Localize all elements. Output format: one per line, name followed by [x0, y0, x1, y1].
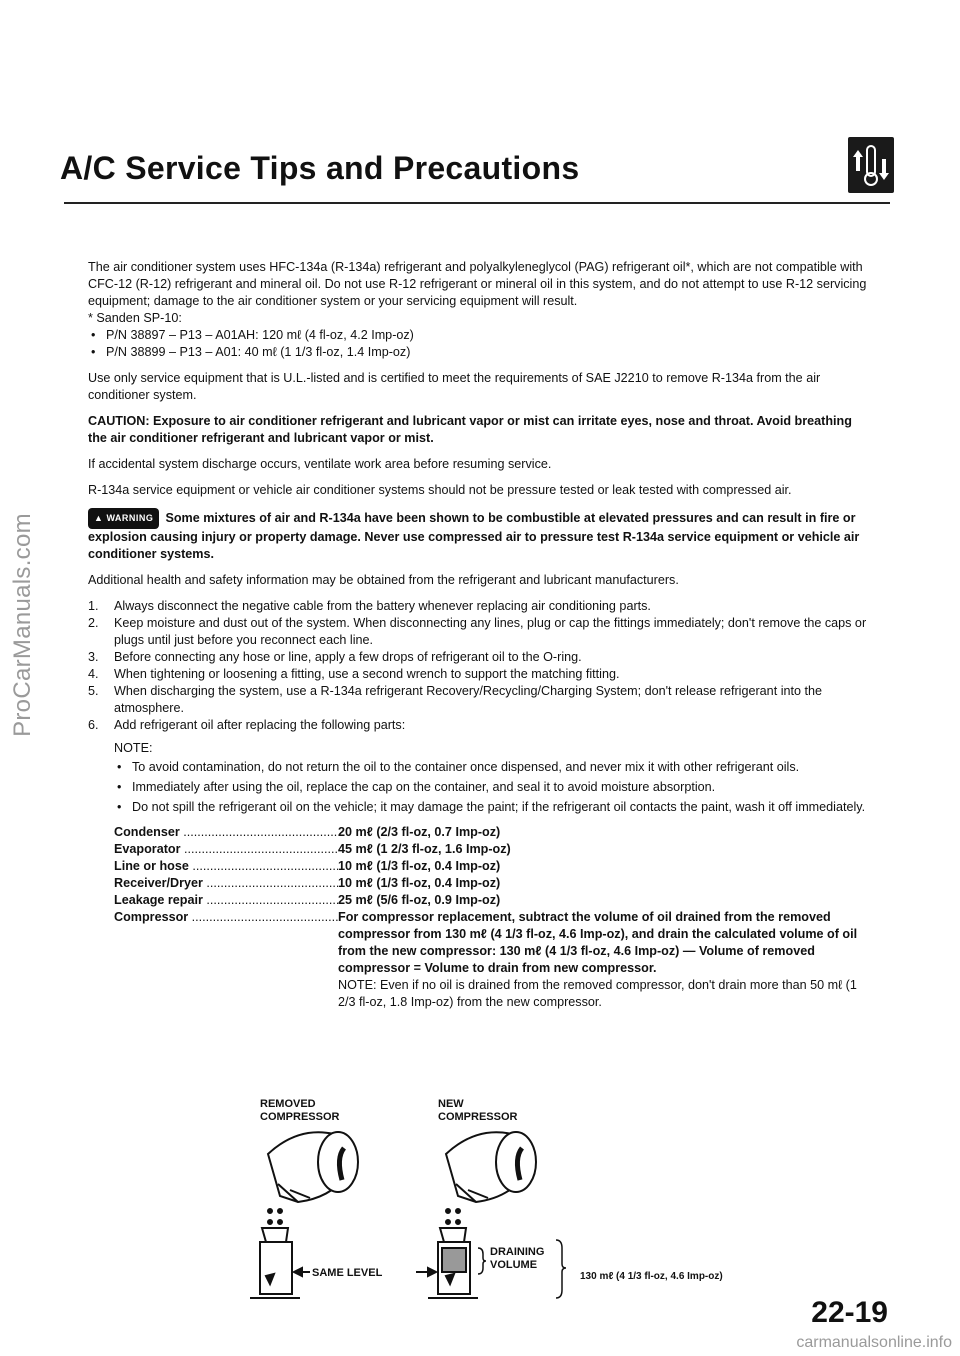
warning-triangle-icon: ▲ [94, 513, 104, 523]
note-list [114, 759, 874, 816]
part-volume: 10 mℓ (1/3 fl-oz, 0.4 Imp-oz) [338, 859, 501, 873]
removed-oil-container [250, 1209, 300, 1298]
list-item [88, 598, 874, 615]
warning-text: Some mixtures of air and R-134a have been shown to be combustible at elevated pressures and can result in fire or explosion causing injury or property damage. Never use compressed air to pressure test R-134a service equipment or vehicle air conditioner systems. [88, 511, 860, 561]
list-item: • P/N 38899 – P13 – A01: 40 mℓ (1 1/3 fl-oz, 1.4 Imp-oz) [88, 344, 874, 361]
step-text: When discharging the system, use a R-134a refrigerant Recovery/Recycling/Charging System; don't release refrigerant into the atmosphere. [114, 684, 822, 715]
step-text: Before connecting any hose or line, apply a few drops of refrigerant oil to the O-ring. [114, 650, 582, 664]
list-item [88, 666, 874, 683]
list-item: • Do not spill the refrigerant oil on the vehicle; it may damage the paint; if the refrigerant oil contacts the paint, wash it off immediately. [114, 799, 874, 816]
part-name: Receiver/Dryer ..... [114, 875, 338, 892]
step-number: 4. [88, 667, 99, 681]
ac-temperature-icon [848, 137, 894, 193]
list-item [88, 615, 874, 649]
intro-paragraph: The air conditioner system uses HFC-134a (R-134a) refrigerant and polyalkyleneglycol (PAG) refrigerant oil*, which are not compatible with CFC-12 (R-12) refrigerant and mineral oil. Do not use R-12 refrigerant or mineral oil in this system, and do not attempt to use R-12 servicing equipment; damage to the air conditioner system or your servicing equipment will result. [88, 260, 867, 308]
additional-info-paragraph: Additional health and safety information may be obtained from the refrigerant and lubricant manufacturers. [88, 573, 679, 587]
draining-label-line2: VOLUME [490, 1259, 538, 1271]
note-block [114, 740, 874, 816]
table-row [114, 909, 874, 1011]
table-row [114, 841, 874, 858]
list-item [88, 649, 874, 666]
total-brace [556, 1240, 566, 1298]
part-name: Leakage repair ..... [114, 892, 338, 909]
step-text: When tightening or loosening a fitting, use a second wrench to support the matching fitting. [114, 667, 620, 681]
main-content [88, 259, 874, 1011]
list-item: • Immediately after using the oil, replace the cap on the container, and seal it to avoid moisture absorption. [114, 779, 874, 796]
part-volume: 25 mℓ (5/6 fl-oz, 0.9 Imp-oz) [338, 893, 501, 907]
warning-badge-label: WARNING [106, 513, 154, 523]
step-text: Add refrigerant oil after replacing the following parts: [114, 718, 406, 732]
table-row [114, 858, 874, 875]
step-number: 6. [88, 718, 99, 732]
step-text: Keep moisture and dust out of the system. When disconnecting any lines, plug or cap the fittings immediately; don't remove the caps or plugs until just before you reconnect each line. [114, 616, 867, 647]
warning-badge [88, 508, 159, 529]
new-label-line1: NEW [438, 1098, 464, 1110]
step-number: 2. [88, 616, 99, 630]
compressor-oil-figure [250, 1098, 810, 1308]
table-row [114, 892, 874, 909]
part-name: Condenser ..... [114, 824, 338, 841]
oil-volume-table [114, 824, 874, 1011]
sanden-label: * Sanden SP-10: [88, 311, 182, 325]
draining-volume-label [490, 1246, 544, 1272]
list-item: • P/N 38897 – P13 – A01AH: 120 mℓ (4 fl-oz, 4.2 Imp-oz) [88, 327, 874, 344]
page-title: A/C Service Tips and Precautions [60, 150, 580, 186]
note-label: NOTE: [114, 741, 153, 755]
pressure-test-paragraph: R-134a service equipment or vehicle air conditioner systems should not be pressure tested or leak tested with compressed air. [88, 483, 792, 497]
compressor-note: NOTE: Even if no oil is drained from the removed compressor, don't drain more than 50 mℓ (1 2/3 fl-oz, 1.8 Imp-oz) from the new compressor. [338, 978, 857, 1009]
draining-brace [478, 1248, 486, 1274]
title-divider [64, 202, 890, 204]
part-volume: 10 mℓ (1/3 fl-oz, 0.4 Imp-oz) [338, 876, 501, 890]
steps-list [88, 598, 874, 734]
new-compressor-drawing [446, 1132, 536, 1202]
sanden-list [88, 327, 874, 361]
same-level-label: SAME LEVEL [312, 1267, 383, 1279]
footer-watermark: carmanualsonline.info [796, 1334, 952, 1351]
page-number: 22-19 [811, 1296, 888, 1329]
part-volume: 20 mℓ (2/3 fl-oz, 0.7 Imp-oz) [338, 825, 501, 839]
draining-label-line1: DRAINING [490, 1246, 545, 1258]
step-number: 1. [88, 599, 99, 613]
step-number: 3. [88, 650, 99, 664]
list-item: • To avoid contamination, do not return the oil to the container once dispensed, and never mix it with other refrigerant oils. [114, 759, 874, 776]
compressor-instructions [338, 909, 874, 1011]
new-oil-container [428, 1209, 478, 1298]
caution-paragraph: CAUTION: Exposure to air conditioner refrigerant and lubricant vapor or mist can irritate eyes, nose and throat. Avoid breathing the air conditioner refrigerant and lubricant vapor or mist. [88, 414, 852, 445]
side-watermark [8, 513, 38, 737]
removed-label-line2: COMPRESSOR [260, 1111, 340, 1123]
step-number: 5. [88, 684, 99, 698]
removed-label-line1: REMOVED [260, 1098, 316, 1110]
table-row [114, 824, 874, 841]
new-label-line2: COMPRESSOR [438, 1111, 518, 1123]
warning-paragraph [88, 508, 874, 563]
compressor-instruction: For compressor replacement, subtract the volume of oil drained from the removed compressor from 130 mℓ (4 1/3 fl-oz, 4.6 Imp-oz), and drain the calculated volume of oil from the new compressor: 130 mℓ (4 1/3 fl-oz, 4.6 Imp-oz) — Volume of removed compressor = Volume to drain from new compressor. [338, 910, 858, 975]
side-watermark-text: ProCarManuals.com [9, 513, 36, 737]
total-oil-volume-label: 130 mℓ (4 1/3 fl-oz, 4.6 Imp-oz) [580, 1271, 723, 1282]
part-name: Line or hose ..... [114, 858, 338, 875]
part-name: Compressor ..... [114, 909, 338, 1011]
service-equipment-paragraph: Use only service equipment that is U.L.-listed and is certified to meet the requirements of SAE J2210 to remove R-134a from the air conditioner system. [88, 371, 821, 402]
removed-compressor-drawing [268, 1132, 358, 1202]
part-name: Evaporator ..... [114, 841, 338, 858]
list-item [88, 717, 874, 734]
part-volume: 45 mℓ (1 2/3 fl-oz, 1.6 Imp-oz) [338, 842, 511, 856]
step-text: Always disconnect the negative cable from the battery whenever replacing air conditioning parts. [114, 599, 651, 613]
discharge-paragraph: If accidental system discharge occurs, ventilate work area before resuming service. [88, 457, 552, 471]
table-row [114, 875, 874, 892]
list-item [88, 683, 874, 717]
